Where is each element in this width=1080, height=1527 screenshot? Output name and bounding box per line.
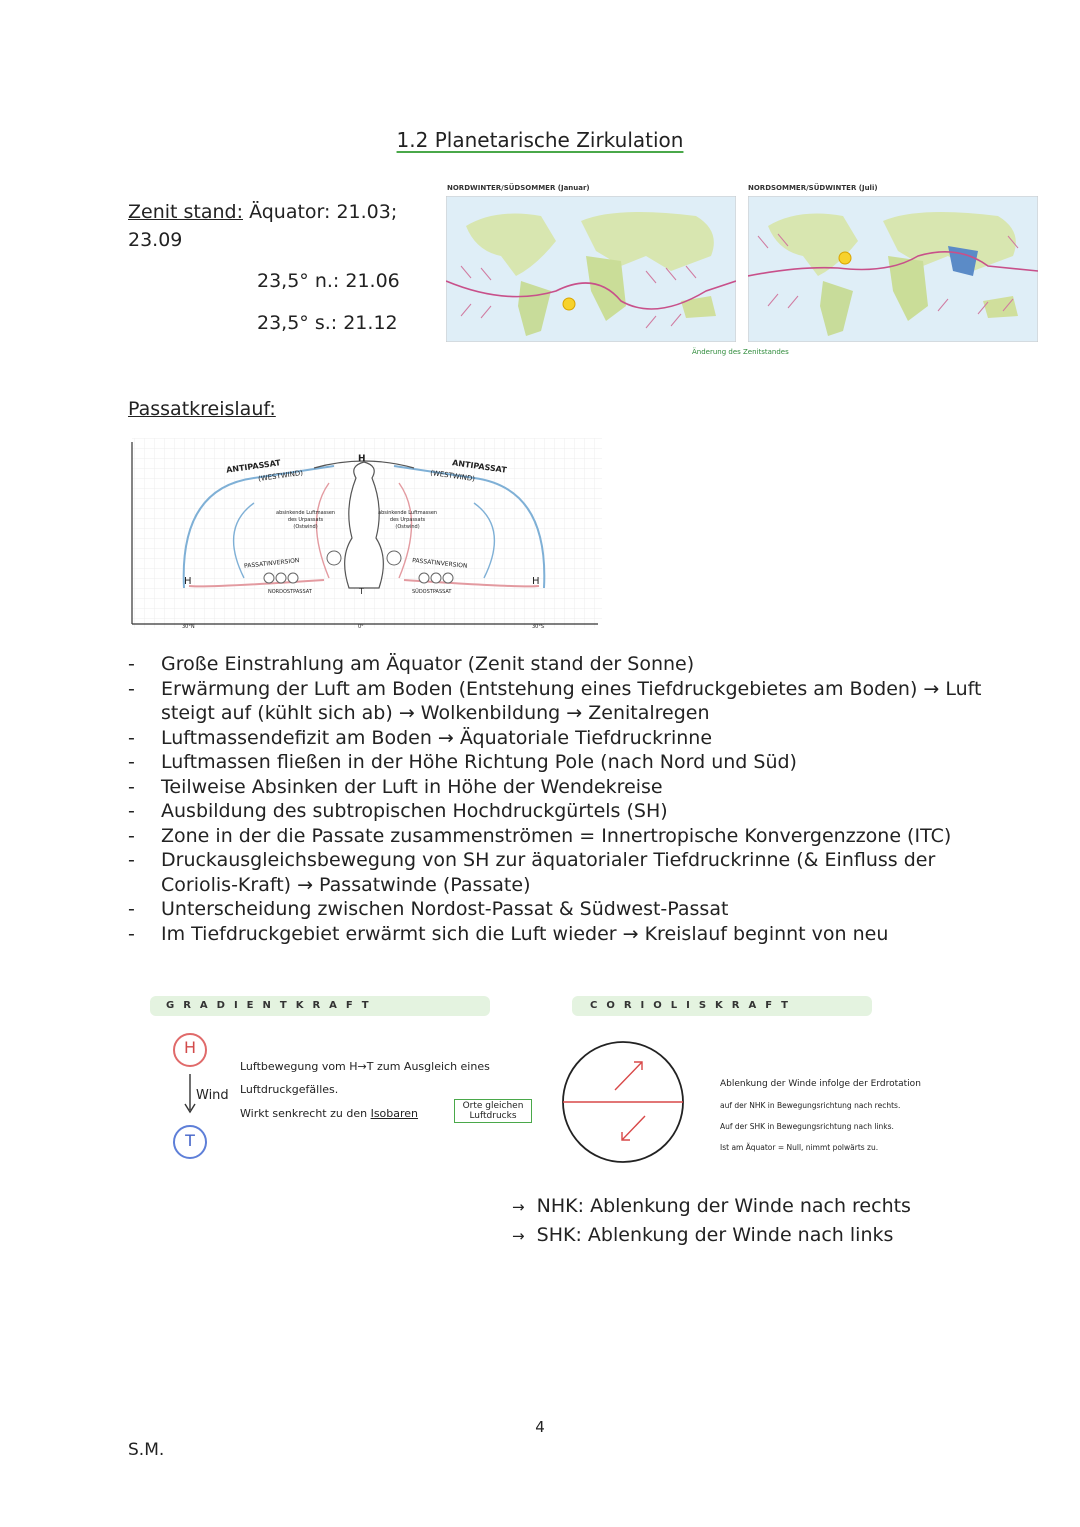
westwind-right: (WESTWIND) xyxy=(429,468,476,484)
list-item: - Im Tiefdruckgebiet erwärmt sich die Luft wieder → Kreislauf beginnt von neu xyxy=(128,922,988,947)
list-item: - Große Einstrahlung am Äquator (Zenit stand der Sonne) xyxy=(128,652,988,677)
page-number: 4 xyxy=(535,1418,545,1436)
sink-right: absinkende Luftmassen des Urpassats (Ostwind) xyxy=(378,510,438,530)
nhk-line: NHK: Ablenkung der Winde nach rechts xyxy=(536,1195,911,1217)
zenit-aequator: Äquator: 21.03; xyxy=(249,201,398,223)
lat-left: 30°N xyxy=(182,624,195,630)
coriolis-summary xyxy=(512,1192,911,1250)
gradient-wind: Wind xyxy=(196,1088,229,1103)
h-right: H xyxy=(532,576,540,587)
h-top: H xyxy=(358,454,366,464)
page-title: 1.2 Planetarische Zirkulation xyxy=(396,128,684,152)
zenit-label: Zenit stand: xyxy=(128,201,244,223)
zenit-aequator-2: 23.09 xyxy=(128,229,183,251)
westwind-left: (WESTWIND) xyxy=(257,468,304,484)
list-item: - Luftmassendefizit am Boden → Äquatoriale Tiefdruckrinne xyxy=(128,726,988,751)
antipassat-right: ANTIPASSAT xyxy=(451,458,508,475)
passat-heading: Passatkreislauf: xyxy=(128,398,276,420)
bullet-list xyxy=(128,652,988,946)
list-item: - Ausbildung des subtropischen Hochdruckgürtels (SH) xyxy=(128,799,988,824)
isobaren-box: Orte gleichen Luftdrucks xyxy=(454,1099,532,1123)
t-label: T xyxy=(359,587,364,596)
gradient-heading: GRADIENTKRAFT xyxy=(166,1000,378,1011)
gradient-t: T xyxy=(185,1131,195,1150)
gradient-line1: Luftbewegung vom H→T zum Ausgleich eines xyxy=(240,1060,490,1073)
nordost-label: NORDOSTPASSAT xyxy=(268,589,312,595)
list-item: - Erwärmung der Luft am Boden (Entstehung eines Tiefdruckgebietes am Boden) → Luft steigt auf (kühlt sich ab) → Wolkenbildung → Zenitalregen xyxy=(128,677,988,726)
map-bottom-caption: Änderung des Zenitstandes xyxy=(692,348,789,356)
earth-diagram xyxy=(560,1040,686,1164)
author: S.M. xyxy=(128,1440,165,1460)
h-left: H xyxy=(184,576,192,587)
antipassat-left: ANTIPASSAT xyxy=(225,458,282,475)
lat-right: 30°S xyxy=(532,624,545,630)
passat-diagram xyxy=(124,438,602,634)
inversion-right: PASSATINVERSION xyxy=(411,557,468,570)
gradient-line2: Luftdruckgefälles. xyxy=(240,1083,339,1096)
suedost-label: SÜDOSTPASSAT xyxy=(412,589,452,595)
gradient-line3: Wirkt senkrecht zu den Isobaren xyxy=(240,1107,419,1120)
list-item: - Teilweise Absinken der Luft in Höhe der Wendekreise xyxy=(128,775,988,800)
arrow-icon: → xyxy=(512,1198,525,1216)
map-january xyxy=(446,196,736,342)
map-july xyxy=(748,196,1038,342)
inversion-left: PASSATINVERSION xyxy=(243,557,300,570)
list-item: - Unterscheidung zwischen Nordost-Passat & Südwest-Passat xyxy=(128,897,988,922)
sink-left: absinkende Luftmassen des Urpassats (Ostwind) xyxy=(276,510,336,530)
arrow-icon: → xyxy=(512,1227,525,1245)
zenit-south: 23,5° s.: 21.12 xyxy=(257,312,398,334)
list-item: - Luftmassen fließen in der Höhe Richtung Pole (nach Nord und Süd) xyxy=(128,750,988,775)
coriolis-text: Ablenkung der Winde infolge der Erdrotation auf der NHK in Bewegungsrichtung nach rechts. Auf der SHK in Bewegungsrichtung nach links. Ist am Äquator = Null, nimmt polwärts zu. xyxy=(720,1079,921,1152)
coriolis-heading: CORIOLISKRAFT xyxy=(590,1000,797,1011)
lat-mid: 0° xyxy=(358,624,364,630)
map-left-caption: NORDWINTER/SÜDSOMMER (Januar) xyxy=(447,184,590,192)
map-right-caption: NORDSOMMER/SÜDWINTER (Juli) xyxy=(748,184,878,192)
zenit-north: 23,5° n.: 21.06 xyxy=(257,270,400,292)
list-item: - Druckausgleichsbewegung von SH zur äquatorialer Tiefdruckrinne (& Einfluss der Coriolis-Kraft) → Passatwinde (Passate) xyxy=(128,848,988,897)
shk-line: SHK: Ablenkung der Winde nach links xyxy=(536,1224,894,1246)
list-item: - Zone in der die Passate zusammenströmen = Innertropische Konvergenzzone (ITC) xyxy=(128,824,988,849)
zenit-block xyxy=(128,198,397,254)
gradient-h: H xyxy=(183,1038,197,1057)
